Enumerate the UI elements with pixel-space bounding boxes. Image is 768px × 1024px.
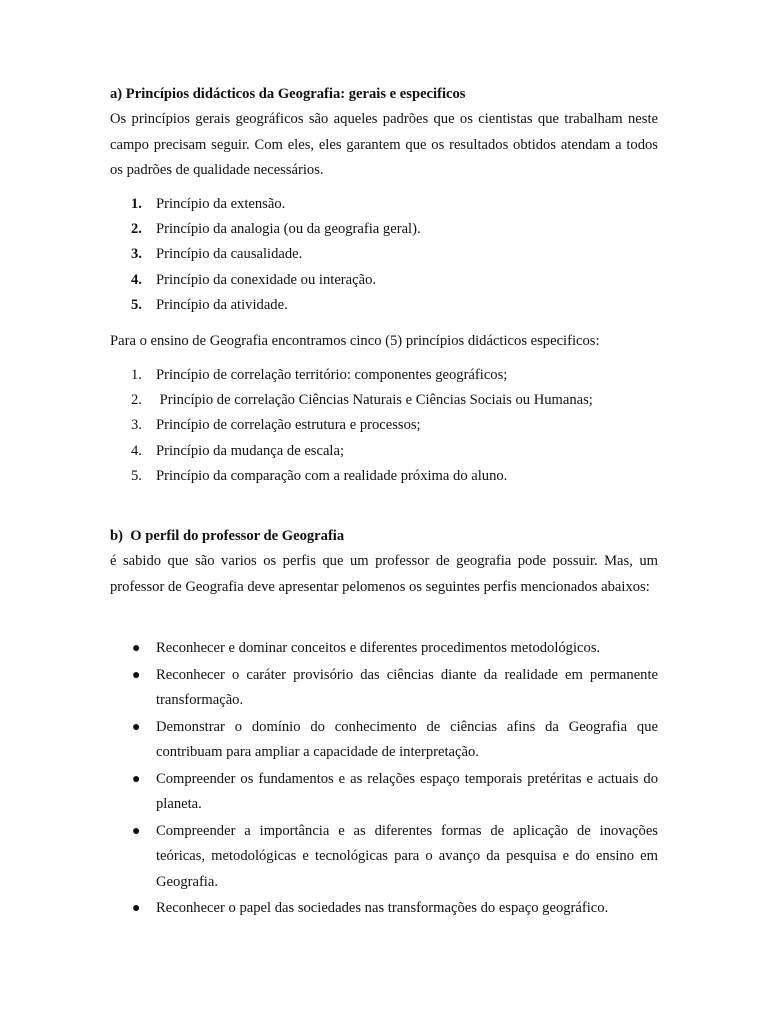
list-number: 1.	[131, 196, 142, 212]
section-a-intro: Os princípios gerais geográficos são aqueles padrões que os cientistas que trabalham neste campo precisam seguir. Com eles, eles garantem que os resultados obtidos atendam a todos os padrões de qualidade necessários.	[110, 111, 658, 178]
list-number: 2.	[131, 221, 142, 238]
list-number: 5.	[131, 296, 142, 313]
general-principles-block	[110, 192, 658, 318]
section-b	[110, 524, 658, 549]
general-principles-list	[110, 192, 658, 318]
list-text: Princípio da analogia (ou da geografia geral).	[156, 221, 421, 238]
list-text: Princípio de correlação estrutura e processos;	[156, 417, 421, 434]
bullet-icon: ●	[132, 771, 141, 787]
list-item	[110, 767, 658, 818]
list-text: Princípio da atividade.	[156, 296, 288, 313]
list-item	[110, 819, 658, 896]
profiles-list	[110, 636, 658, 922]
list-item	[110, 896, 658, 922]
list-item	[110, 192, 658, 217]
section-a-heading: a) Princípios didácticos da Geografia: gerais e especificos	[110, 86, 466, 102]
list-item	[110, 439, 658, 464]
bullet-icon: ●	[132, 641, 141, 656]
list-number: 4.	[131, 271, 142, 288]
section-b-intro-block	[110, 549, 658, 600]
list-number: 1.	[131, 367, 142, 383]
list-item	[110, 388, 658, 413]
list-text: Compreender os fundamentos e as relações espaço temporais pretéritas e actuais do planeta.	[156, 770, 658, 812]
didactic-principles-block	[110, 363, 658, 489]
bullet-icon: ●	[132, 719, 141, 735]
list-text: Princípio da comparação com a realidade próxima do aluno.	[156, 467, 508, 484]
section-b-intro: é sabido que são varios os perfis que um professor de geografia pode possuir. Mas, um professor de Geografia deve apresentar pelomenos os seguintes perfis mencionados abaixos:	[110, 553, 658, 595]
list-text: Reconhecer e dominar conceitos e diferentes procedimentos metodológicos.	[156, 640, 601, 656]
list-item	[110, 663, 658, 714]
list-item	[110, 464, 658, 489]
section-b-heading: b) O perfil do professor de Geografia	[110, 528, 345, 544]
section-a	[110, 82, 658, 107]
list-item	[110, 268, 658, 293]
list-text: Demonstrar o domínio do conhecimento de ciências afins da Geografia que contribuam para ampliar a capacidade de interpretação.	[156, 718, 658, 760]
list-item	[110, 293, 658, 318]
list-item	[110, 242, 658, 267]
list-text: Princípio de correlação território: componentes geográficos;	[156, 367, 508, 383]
list-item	[110, 363, 658, 388]
list-text: Compreender a importância e as diferentes formas de aplicação de inovações teóricas, metodológicas e tecnológicas para o avanço da pesquisa e do ensino em Geografia.	[156, 822, 658, 890]
list-item	[110, 413, 658, 438]
list-text: Princípio da extensão.	[156, 196, 286, 212]
list-number: 3.	[131, 417, 142, 434]
bullet-icon: ●	[132, 901, 141, 916]
list-text: Reconhecer o papel das sociedades nas transformações do espaço geográfico.	[156, 900, 609, 916]
list-number: 3.	[131, 246, 142, 263]
list-text: Reconhecer o caráter provisório das ciências diante da realidade em permanente transformação.	[156, 666, 658, 708]
list-number: 4.	[131, 442, 142, 459]
bullet-icon: ●	[132, 823, 141, 839]
list-number: 5.	[131, 467, 142, 484]
list-number: 2.	[131, 392, 142, 409]
list-text: Princípio da mudança de escala;	[156, 442, 345, 459]
list-item	[110, 217, 658, 242]
didactic-principles-list	[110, 363, 658, 489]
didactic-intro: Para o ensino de Geografia encontramos cinco (5) princípios didácticos especificos:	[110, 333, 600, 349]
bullet-icon: ●	[132, 667, 141, 683]
list-text: Princípio de correlação Ciências Naturais e Ciências Sociais ou Humanas;	[156, 392, 593, 409]
list-text: Princípio da conexidade ou interação.	[156, 271, 377, 288]
profiles-block	[110, 636, 658, 922]
list-text: Princípio da causalidade.	[156, 246, 303, 263]
list-item	[110, 715, 658, 766]
list-item	[110, 636, 658, 662]
section-a-intro-block	[110, 107, 658, 184]
didactic-intro-block	[110, 329, 658, 354]
